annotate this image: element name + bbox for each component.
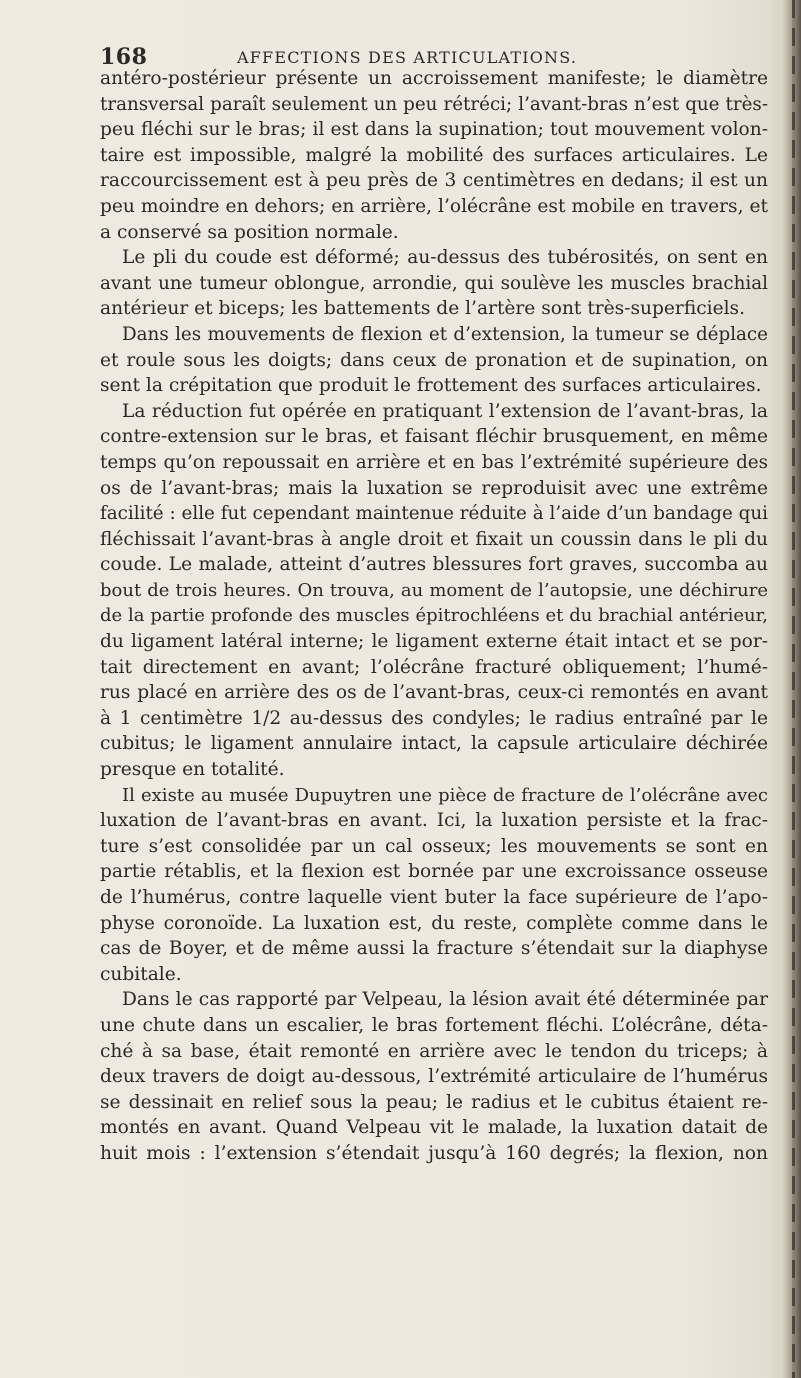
text-line: de la partie profonde des muscles épitrochléens et du brachial antérieur, — [100, 605, 768, 627]
text-line: taire est impossible, malgré la mobilité des surfaces articulaires. Le — [100, 144, 768, 166]
text-line: presque en totalité. — [100, 759, 285, 781]
text-line: a conservé sa position normale. — [100, 221, 399, 243]
text-line: La réduction fut opérée en pratiquant l’extension de l’avant-bras, la — [122, 400, 768, 422]
text-line: une chute dans un escalier, le bras fortement fléchi. L’olécrâne, déta- — [100, 1014, 768, 1036]
text-line: et roule sous les doigts; dans ceux de pronation et de supination, on — [100, 349, 768, 371]
text-line: rus placé en arrière des os de l’avant-bras, ceux-ci remontés en avant — [100, 682, 768, 704]
text-line: contre-extension sur le bras, et faisant fléchir brusquement, en même — [100, 426, 768, 448]
text-line: cubitale. — [100, 963, 182, 985]
text-line: raccourcissement est à peu près de 3 centimètres en dedans; il est un — [100, 170, 768, 192]
text-line: Le pli du coude est déformé; au-dessus des tubérosités, on sent en — [122, 247, 768, 269]
text-line: antérieur et biceps; les battements de l’artère sont très-superficiels. — [100, 298, 745, 320]
text-line: se dessinait en relief sous la peau; le radius et le cubitus étaient re- — [100, 1091, 768, 1113]
text-line: ture s’est consolidée par un cal osseux; les mouvements se sont en — [100, 835, 768, 857]
text-line: ché à sa base, était remonté en arrière avec le tendon du triceps; à — [100, 1040, 768, 1062]
text-line: de l’humérus, contre laquelle vient buter la face supérieure de l’apo- — [100, 887, 768, 908]
text-line: peu moindre en dehors; en arrière, l’olécrâne est mobile en travers, et — [100, 195, 768, 217]
text-line: tait directement en avant; l’olécrâne fracturé obliquement; l’humé- — [100, 656, 768, 678]
text-line: du ligament latéral interne; le ligament externe était intact et se por- — [100, 631, 768, 653]
text-line: partie rétablis, et la flexion est bornée par une excroissance osseuse — [100, 861, 768, 883]
text-line: avant une tumeur oblongue, arrondie, qui soulève les muscles brachial — [100, 272, 768, 294]
text-line: coude. Le malade, atteint d’autres blessures fort graves, succomba au — [100, 554, 768, 576]
text-line: Dans les mouvements de flexion et d’extension, la tumeur se déplace — [122, 323, 768, 345]
text-line: huit mois : l’extension s’étendait jusqu’à 160 degrés; la flexion, non — [100, 1142, 768, 1164]
page-edge-shadow — [783, 0, 801, 1378]
body-text — [100, 66, 768, 1167]
text-line: cas de Boyer, et de même aussi la fracture s’étendait sur la diaphyse — [100, 938, 768, 960]
text-line: deux travers de doigt au-dessous, l’extrémité articulaire de l’humérus — [100, 1066, 768, 1088]
text-line: bout de trois heures. On trouva, au moment de l’autopsie, une déchirure — [100, 579, 768, 601]
text-line: temps qu’on repoussait en arrière et en bas l’extrémité supérieure des — [100, 451, 768, 473]
page-edge-stack — [792, 0, 795, 1378]
text-line: transversal paraît seulement un peu rétréci; l’avant-bras n’est que très- — [100, 93, 768, 115]
text-line: cubitus; le ligament annulaire intact, la capsule articulaire déchirée — [100, 733, 768, 755]
text-line: à 1 centimètre 1/2 au-dessus des condyles; le radius entraîné par le — [100, 707, 768, 729]
text-line: fléchissait l’avant-bras à angle droit et fixait un coussin dans le pli du — [100, 528, 768, 550]
running-head: AFFECTIONS DES ARTICULATIONS. — [237, 48, 578, 67]
text-line: sent la crépitation que produit le frottement des surfaces articulaires. — [100, 375, 762, 397]
page-number: 168 — [100, 44, 148, 70]
text-line: physe coronoïde. La luxation est, du reste, complète comme dans le — [100, 912, 768, 934]
text-line: peu fléchi sur le bras; il est dans la supination; tout mouvement volon- — [100, 119, 768, 141]
text-line: antéro-postérieur présente un accroissement manifeste; le diamètre — [100, 68, 768, 89]
text-line: os de l’avant-bras; mais la luxation se reproduisit avec une extrême — [100, 477, 768, 499]
text-line: facilité : elle fut cependant maintenue réduite à l’aide d’un bandage qui — [100, 503, 768, 525]
text-line: montés en avant. Quand Velpeau vit le malade, la luxation datait de — [100, 1117, 768, 1139]
text-line: luxation de l’avant-bras en avant. Ici, la luxation persiste et la frac- — [100, 810, 768, 832]
text-line: Il existe au musée Dupuytren une pièce de fracture de l’olécrâne avec — [122, 784, 768, 806]
text-line: Dans le cas rapporté par Velpeau, la lésion avait été déterminée par — [122, 989, 768, 1011]
